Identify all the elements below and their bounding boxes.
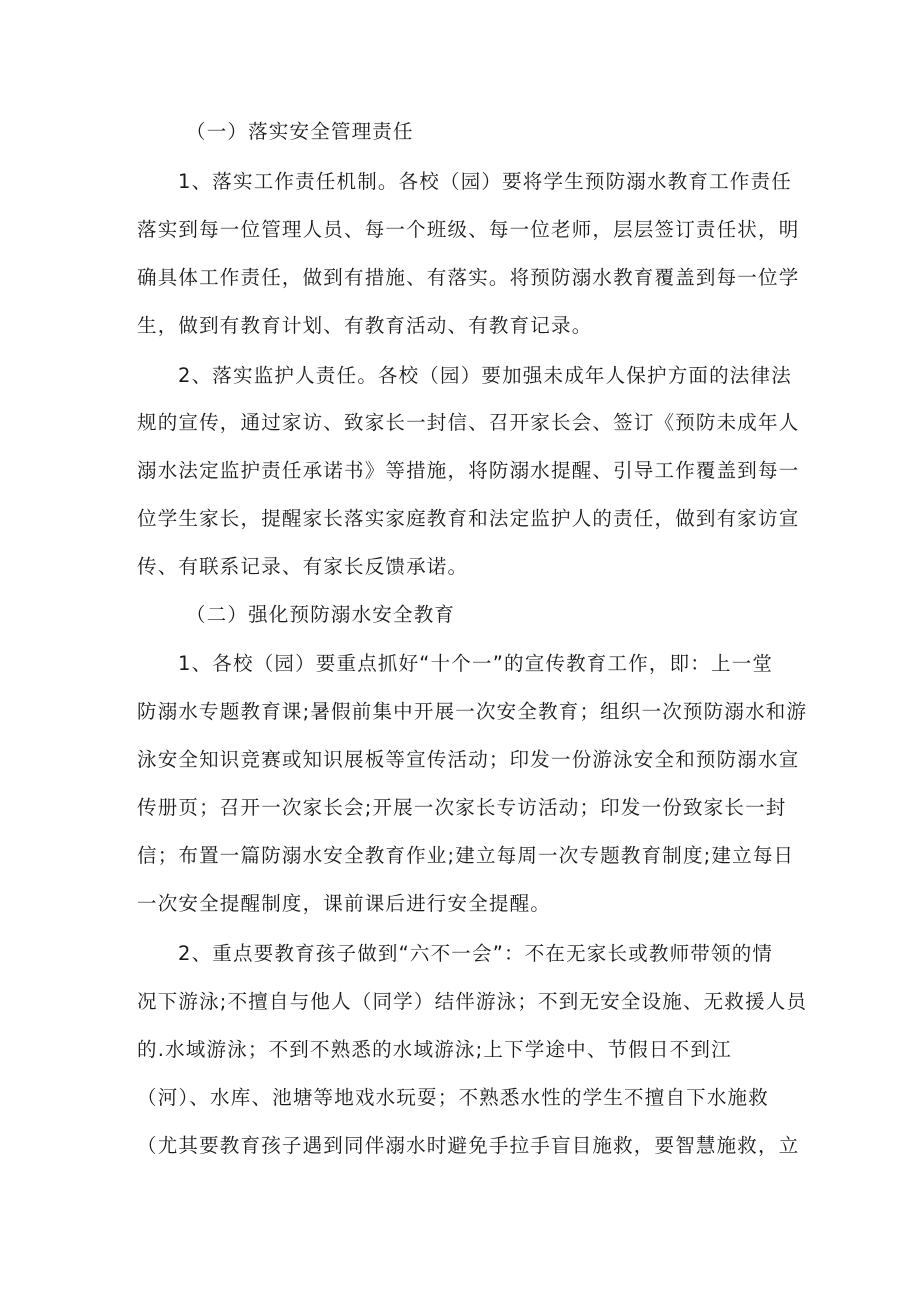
paragraph-line: 2、落实监护人责任。各校（园）要加强未成年人保护方面的法律法 [178, 364, 792, 387]
paragraph-line: 信；布置一篇防溺水安全教育作业;建立每周一次专题教育制度;建立每日 [137, 844, 795, 867]
paragraph-line: 防溺水专题教育课;暑假前集中开展一次安全教育；组织一次预防溺水和游 [137, 700, 808, 723]
paragraph-line: 1、落实工作责任机制。各校（园）要将学生预防溺水教育工作责任 [178, 170, 792, 193]
paragraph-line: 泳安全知识竞赛或知识展板等宣传活动；印发一份游泳安全和预防溺水宣 [137, 748, 800, 771]
paragraph-line: （河）、水库、池塘等地戏水玩耍；不熟悉水性的学生不擅自下水施救 [137, 1086, 769, 1109]
paragraph-line: 的.水域游泳；不到不熟悉的水域游泳;上下学途中、节假日不到江 [137, 1038, 732, 1061]
paragraph-line: 确具体工作责任，做到有措施、有落实。将预防溺水教育覆盖到每一位学 [137, 266, 800, 289]
paragraph-line: 2、重点要教育孩子做到“六不一会”：不在无家长或教师带领的情 [178, 942, 774, 965]
paragraph-line: 1、各校（园）要重点抓好“十个一”的宣传教育工作，即：上一堂 [178, 652, 774, 675]
paragraph-line: 规的宣传，通过家访、致家长一封信、召开家长会、签订《预防未成年人 [137, 411, 800, 434]
paragraph-line: 况下游泳;不擅自与他人（同学）结伴游泳；不到无安全设施、无救援人员 [137, 990, 808, 1013]
paragraph-line: 落实到每一位管理人员、每一个班级、每一位老师，层层签订责任状，明 [137, 218, 800, 241]
paragraph-line: （尤其要教育孩子遇到同伴溺水时避免手拉手盲目施救，要智慧施救，立 [137, 1134, 800, 1157]
paragraph-line: 溺水法定监护责任承诺书》等措施，将防溺水提醒、引导工作覆盖到每一 [137, 459, 800, 482]
paragraph-line: 生，做到有教育计划、有教育活动、有教育记录。 [137, 314, 593, 337]
paragraph-line: 传、有联系记录、有家长反馈承诺。 [137, 555, 469, 578]
paragraph-line: 一次安全提醒制度，课前课后进行安全提醒。 [137, 892, 552, 915]
section-1-heading: （一）落实安全管理责任 [186, 120, 414, 143]
paragraph-line: 传册页；召开一次家长会;开展一次家长专访活动；印发一份致家长一封 [137, 796, 787, 819]
section-2-heading: （二）强化预防溺水安全教育 [186, 603, 456, 626]
paragraph-line: 位学生家长，提醒家长落实家庭教育和法定监护人的责任，做到有家访宣 [137, 507, 800, 530]
